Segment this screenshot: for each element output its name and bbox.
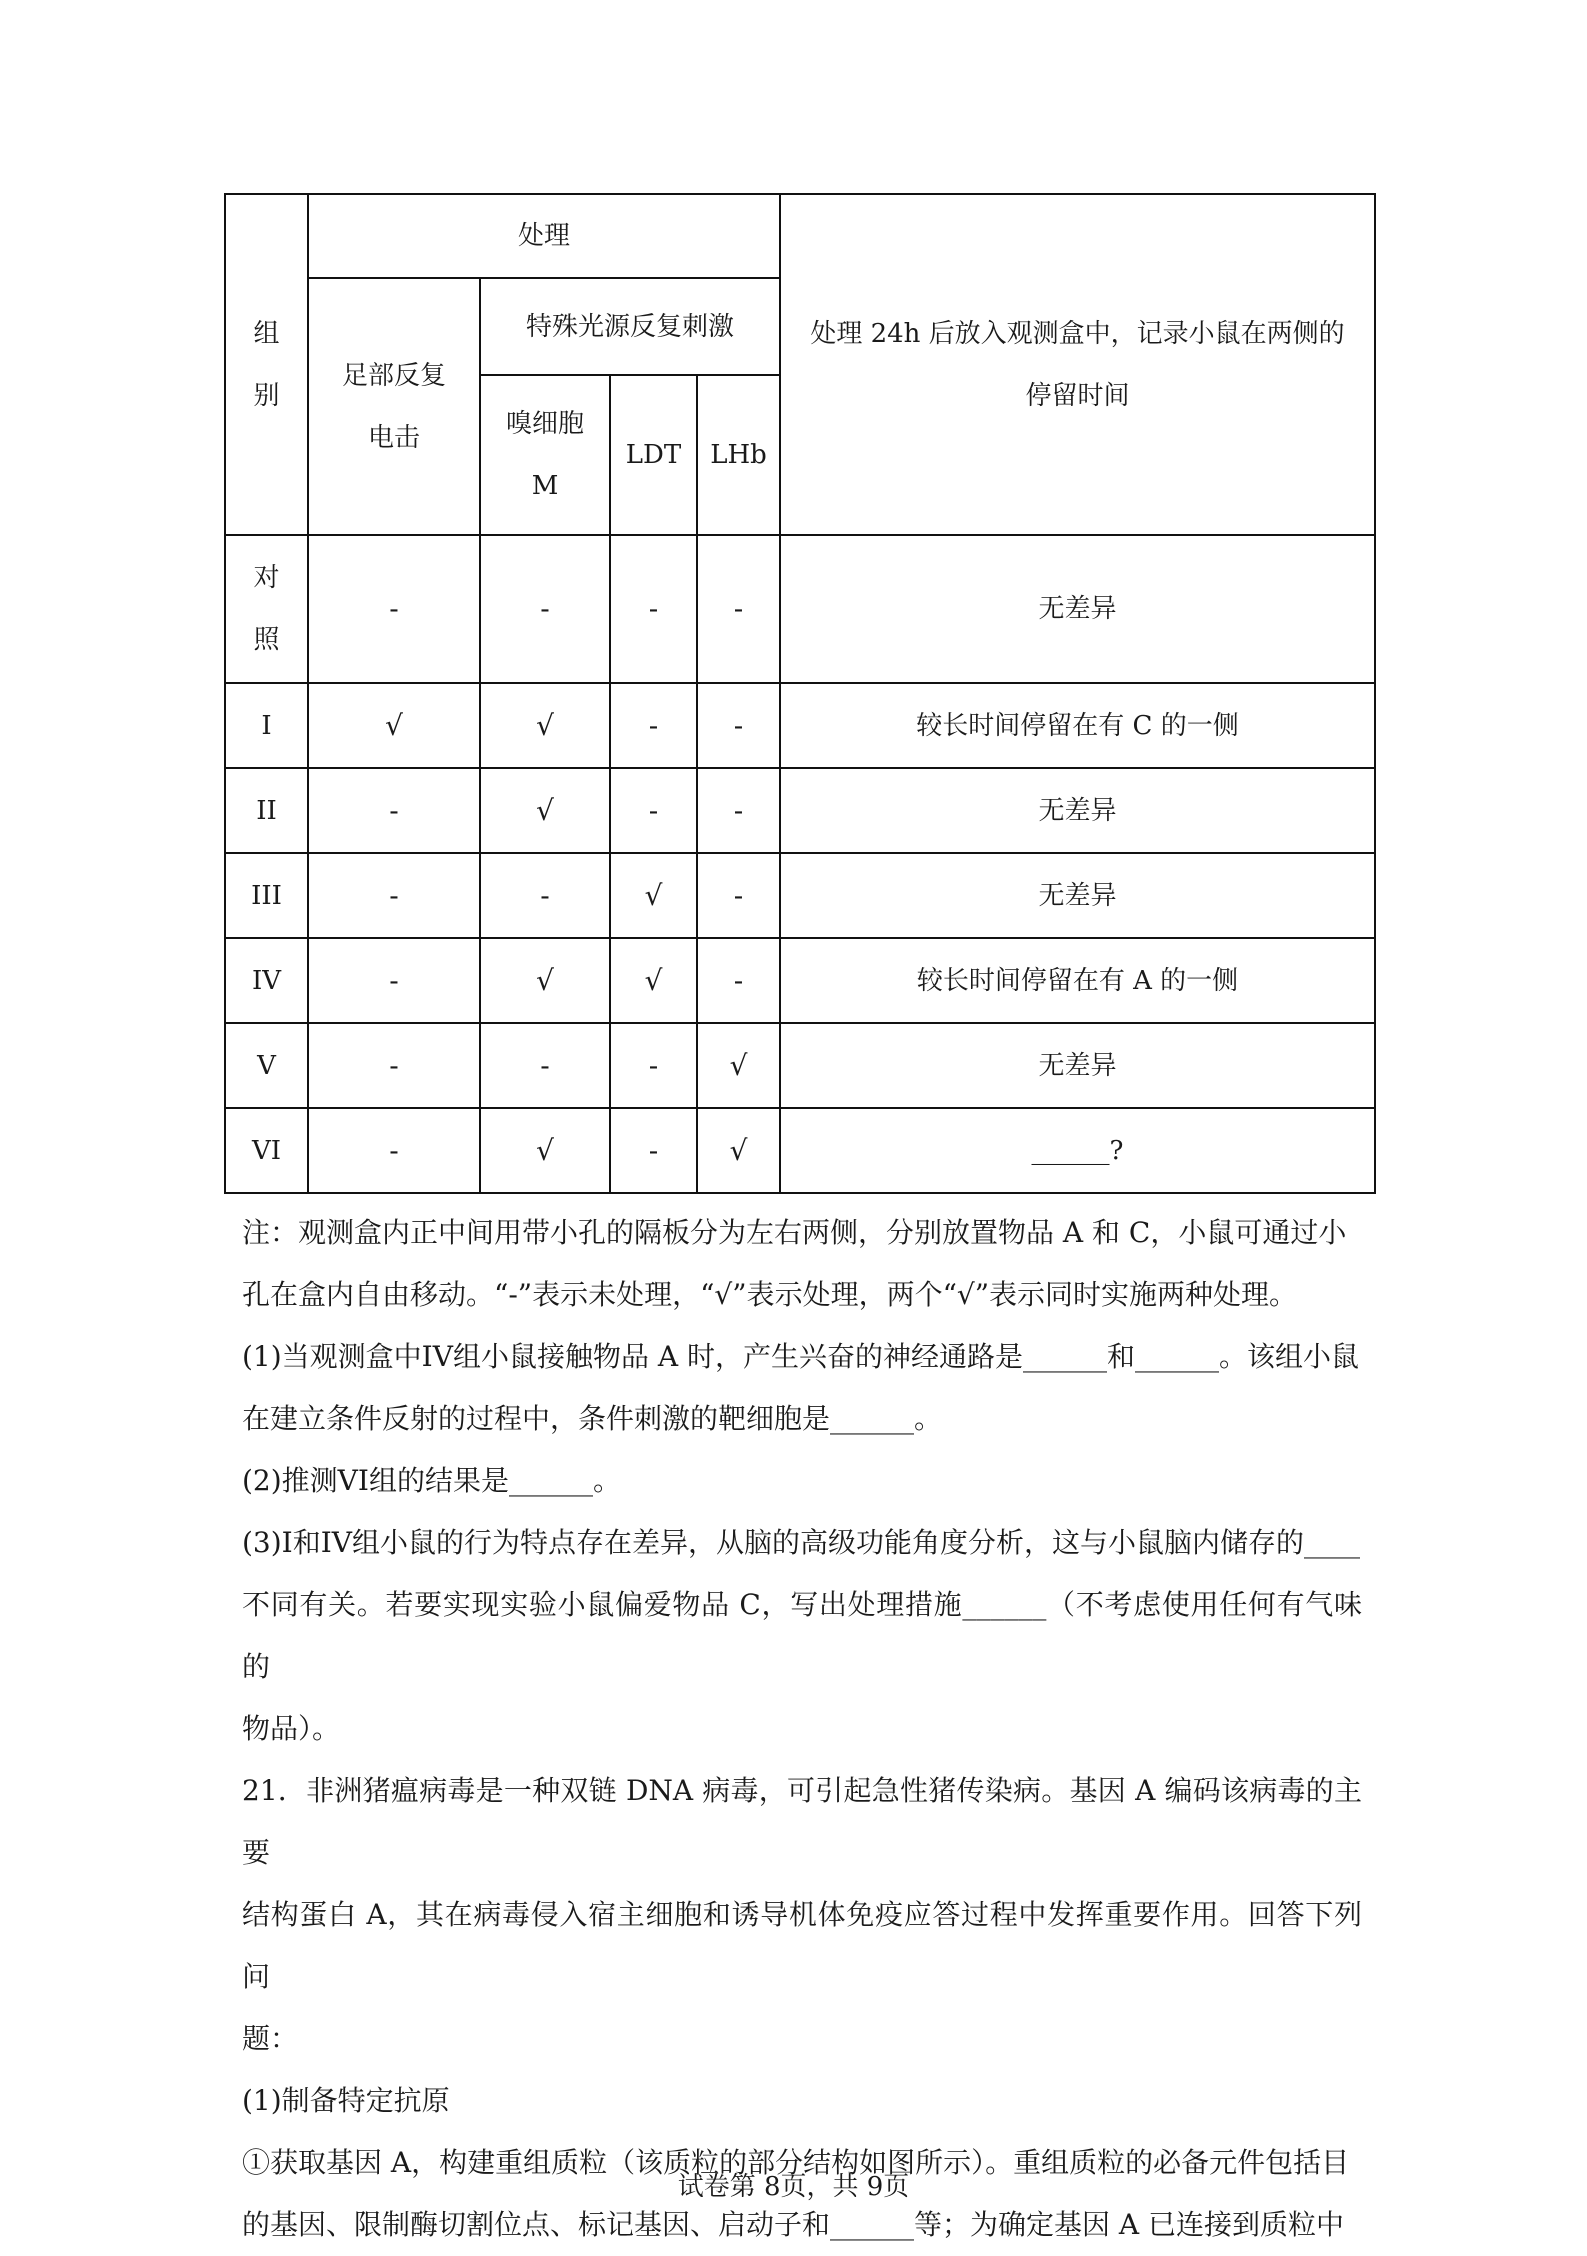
header-foot-shock [308,278,480,535]
header-group-char-2: 别 [253,380,280,411]
row-result: 无差异 [780,768,1375,853]
table-row [225,1023,1375,1108]
row-result: 较长时间停留在有 C 的一侧 [780,683,1375,768]
header-group-char-1: 组 [253,318,280,349]
row-lhb: √ [697,1023,780,1108]
row-ldt: - [610,1108,697,1193]
table-row [225,768,1375,853]
header-olfactory-line-2: M [531,471,559,501]
row-olfactory-m: - [480,1023,610,1108]
row-olfactory-m: - [480,535,610,683]
question-1-line-1: (1)当观测盒中IV组小鼠接触物品 A 时，产生兴奋的神经通路是______和______。该组小鼠 [242,1340,1359,1373]
question-21-step-line-1: ①获取基因 A，构建重组质粒（该质粒的部分结构如图所示）。重组质粒的必备元件包括目 [242,2146,1350,2179]
table-row [225,683,1375,768]
row-lhb: - [697,683,780,768]
page-footer: 试卷第 8页，共 9页 [677,2172,910,2202]
row-ldt: - [610,683,697,768]
question-3-line-2: 不同有关。若要实现实验小鼠偏爱物品 C，写出处理措施______（不考虑使用任何有气味的 [242,1588,1362,1683]
row-lhb: - [697,853,780,938]
row-group [225,535,308,683]
experiment-table-container [224,193,1374,1194]
row-olfactory-m: √ [480,938,610,1023]
question-21-step-line-2: 的基因、限制酶切割位点、标记基因、启动子和______等；为确定基因 A 已连接到质粒中 [242,2208,1345,2241]
header-result [780,194,1375,535]
row-olfactory-m: √ [480,768,610,853]
row-group-char-2: 照 [253,625,280,655]
note-line-2: 孔在盒内自由移动。“-”表示未处理，“√”表示处理，两个“√”表示同时实施两种处理。 [242,1278,1298,1311]
row-olfactory-m: √ [480,1108,610,1193]
header-lhb: LHb [697,375,780,535]
row-ldt: √ [610,938,697,1023]
table-row [225,1108,1375,1193]
table-row [225,853,1375,938]
row-group: II [225,768,308,853]
header-olfactory-m [480,375,610,535]
row-foot-shock: - [308,1023,480,1108]
question-21-line-1: 21．非洲猪瘟病毒是一种双链 DNA 病毒，可引起急性猪传染病。基因 A 编码该病毒的主要 [242,1774,1362,1869]
question-text [242,1202,1362,2256]
row-group: I [225,683,308,768]
table-row [225,938,1375,1023]
header-ldt: LDT [610,375,697,535]
experiment-table [224,193,1376,1194]
question-3-line-3: 物品）。 [242,1712,341,1745]
row-foot-shock: - [308,853,480,938]
row-foot-shock: √ [308,683,480,768]
header-foot-shock-line-1: 足部反复 [341,360,446,391]
row-ldt: - [610,1023,697,1108]
question-2: (2)推测VI组的结果是______。 [242,1464,621,1497]
header-result-line-2: 停留时间 [1025,380,1130,411]
question-3-line-1: (3)I和IV组小鼠的行为特点存在差异，从脑的高级功能角度分析，这与小鼠脑内储存的____ [242,1526,1361,1559]
row-group: IV [225,938,308,1023]
row-group: III [225,853,308,938]
note-line-1: 注：观测盒内正中间用带小孔的隔板分为左右两侧，分别放置物品 A 和 C，小鼠可通过小 [242,1216,1347,1249]
header-treatment: 处理 [308,194,780,278]
row-foot-shock: - [308,535,480,683]
header-olfactory-line-1: 嗅细胞 [505,409,584,439]
row-lhb: - [697,768,780,853]
row-lhb: √ [697,1108,780,1193]
row-ldt: - [610,535,697,683]
row-ldt: - [610,768,697,853]
row-result: ______? [780,1108,1375,1193]
question-21-line-3: 题： [242,2022,299,2055]
row-olfactory-m: √ [480,683,610,768]
header-group [225,194,308,535]
header-light-stim: 特殊光源反复刺激 [480,278,780,375]
question-21-line-2: 结构蛋白 A，其在病毒侵入宿主细胞和诱导机体免疫应答过程中发挥重要作用。回答下列问 [242,1898,1362,1993]
row-result: 无差异 [780,853,1375,938]
row-result: 无差异 [780,535,1375,683]
header-foot-shock-line-2: 电击 [367,422,420,453]
header-result-line-1: 处理 24h 后放入观测盒中，记录小鼠在两侧的 [810,318,1345,349]
row-foot-shock: - [308,1108,480,1193]
row-foot-shock: - [308,768,480,853]
row-ldt: √ [610,853,697,938]
row-group: VI [225,1108,308,1193]
row-foot-shock: - [308,938,480,1023]
row-result: 无差异 [780,1023,1375,1108]
row-lhb: - [697,535,780,683]
table-row [225,535,1375,683]
question-21-subheading: (1)制备特定抗原 [242,2084,450,2117]
row-olfactory-m: - [480,853,610,938]
row-lhb: - [697,938,780,1023]
row-group-char-1: 对 [253,563,280,593]
row-result: 较长时间停留在有 A 的一侧 [780,938,1375,1023]
question-1-line-2: 在建立条件反射的过程中，条件刺激的靶细胞是______。 [242,1402,943,1435]
row-group: V [225,1023,308,1108]
